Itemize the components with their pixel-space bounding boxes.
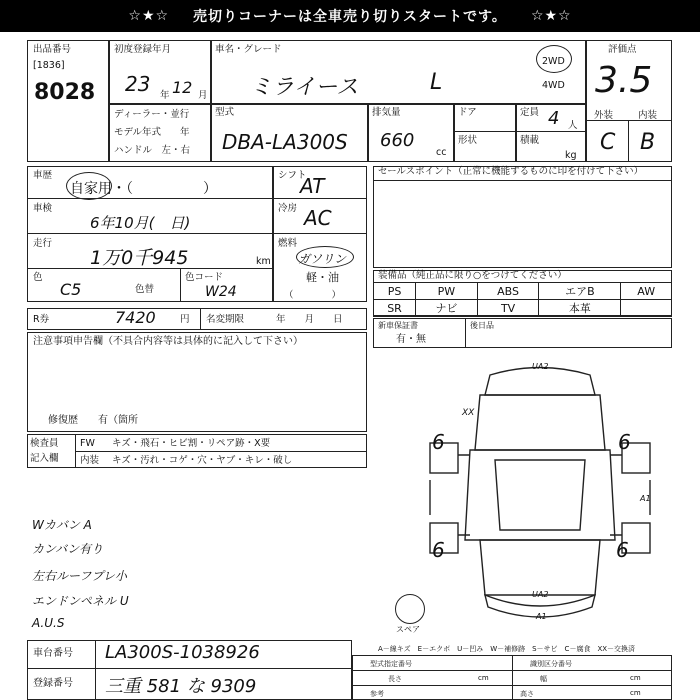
- capacity-label: 定員: [520, 107, 540, 118]
- fuel-circle: [296, 246, 354, 268]
- cc-label: 排気量: [372, 107, 401, 118]
- color-code: W24: [205, 284, 237, 300]
- inspector-label1: 検査員: [30, 438, 59, 449]
- after-label: 後日品: [470, 321, 494, 330]
- remark-1: Wカバン A: [32, 518, 92, 532]
- equip-ps: PS: [374, 283, 416, 300]
- dealer-row2: モデル年式 年: [114, 127, 190, 138]
- remark-3: 左右ルーフプレ小: [32, 569, 127, 583]
- ac-value: AC: [304, 206, 332, 230]
- exterior-score: C: [600, 130, 616, 155]
- load-unit: kg: [565, 150, 577, 161]
- width-label: 幅: [540, 675, 547, 683]
- equip-sr: SR: [374, 300, 416, 317]
- recycle-label: R券: [33, 314, 50, 325]
- sales-label: セールスポイント（正常に機能するものに印を付けて下さい）: [378, 166, 644, 177]
- equip-tv: TV: [477, 300, 538, 317]
- recycle-value: 7420: [115, 308, 156, 327]
- stars-right: ☆★☆: [530, 8, 572, 24]
- color-label: 色: [33, 272, 43, 283]
- exterior-label: 外装: [594, 110, 614, 121]
- equip-label: 装備品（純正品に限り○をつけてください）: [378, 270, 567, 281]
- reg-label: 初度登録年月: [114, 44, 172, 55]
- spare-label: スペア: [396, 625, 420, 634]
- interior-label: 内装: [638, 110, 658, 121]
- fuel-light: 軽・油: [306, 271, 339, 284]
- damage-mark-fl: 6: [432, 430, 445, 454]
- spare-tire-icon: [395, 594, 425, 624]
- damage-mark-a1-rear: A1: [536, 612, 547, 621]
- interior-row-label: 内装: [80, 455, 100, 466]
- dealer-row1: ディーラー・並行: [114, 109, 190, 120]
- load-label: 積載: [520, 135, 540, 146]
- length-label: 長さ: [388, 675, 402, 683]
- name-label: 車名・グレード: [215, 44, 282, 55]
- capacity-value: 4: [548, 108, 560, 129]
- door-label: ドア: [458, 107, 477, 118]
- chassis-value: LA300S-1038926: [105, 642, 260, 663]
- damage-mark-xx: XX: [462, 408, 475, 418]
- warranty-value: 有・無: [396, 334, 426, 345]
- damage-mark-fr: 6: [618, 430, 631, 454]
- damage-mark-ua2-rear: UA2: [532, 590, 549, 599]
- history-label: 車歴: [33, 170, 53, 181]
- score-label: 評価点: [608, 44, 637, 55]
- ac-label: 冷房: [278, 203, 298, 214]
- equip-navi: ナビ: [416, 300, 478, 317]
- color-code-label: 色コード: [185, 272, 224, 283]
- score-value: 3.5: [595, 60, 653, 101]
- shift-label: シフト: [278, 170, 307, 181]
- fuel-label: 燃料: [278, 238, 298, 249]
- damage-mark-rr: 6: [616, 538, 629, 562]
- fw-label: FW: [80, 438, 95, 449]
- lot-number: 8028: [34, 80, 96, 105]
- remark-4: エンドンペネル U: [32, 594, 129, 608]
- cc-unit: cc: [436, 147, 447, 158]
- equip-aw: AW: [621, 283, 672, 300]
- banner-text: 売切りコーナーは全車売り切りスタートです。: [193, 9, 507, 25]
- fw-text: キズ・飛石・ヒビ割・リペア跡・X要: [112, 438, 271, 449]
- plate-value: 三重 581 な 9309: [105, 676, 257, 697]
- rename-label: 名変期限: [206, 314, 245, 325]
- mileage-unit: km: [256, 256, 271, 267]
- height-unit: cm: [630, 689, 641, 697]
- equip-empty: [621, 300, 672, 317]
- height-label: 高さ: [520, 690, 534, 698]
- shift-value: AT: [300, 174, 325, 198]
- ref-label-1: 参考: [370, 690, 384, 698]
- equip-abs: ABS: [477, 283, 538, 300]
- inspector-label2: 記入欄: [30, 453, 59, 464]
- damage-mark-rl: 6: [432, 538, 445, 562]
- length-unit: cm: [478, 674, 489, 682]
- inspection-value: 6年10月( 日): [90, 214, 191, 232]
- interior-score: B: [640, 130, 656, 155]
- capacity-unit: 人: [568, 120, 578, 131]
- recycle-unit: 円: [180, 314, 190, 325]
- repair-history: 修復歴 有（箇所: [48, 415, 138, 426]
- inspection-label: 車検: [33, 203, 53, 214]
- remark-5: A.U.S: [32, 616, 65, 630]
- sales-point-block: [373, 166, 672, 268]
- drive-4wd: 4WD: [542, 80, 565, 91]
- color-value: C5: [60, 280, 82, 299]
- fuel-paren: （ ）: [284, 290, 342, 301]
- mileage-value: 1万0千945: [90, 247, 189, 269]
- equip-pw: PW: [416, 283, 478, 300]
- dealer-row3: ハンドル 左・右: [114, 145, 191, 156]
- interior-row-text: キズ・汚れ・コゲ・穴・ヤブ・キレ・破し: [112, 455, 293, 466]
- remark-2: カンバン有り: [32, 542, 104, 556]
- repaint-label: 色替: [135, 284, 155, 295]
- plate-label: 登録番号: [33, 678, 73, 689]
- top-header-block: [27, 40, 672, 162]
- mileage-label: 走行: [33, 238, 53, 249]
- model-label: 型式: [215, 107, 235, 118]
- equip-airbag: エアB: [539, 283, 621, 300]
- reg-nen: 年: [160, 90, 170, 101]
- notes-label: 注意事項申告欄（不具合内容等は具体的に記入して下さい）: [33, 336, 303, 347]
- model-code-label: 型式指定番号: [370, 660, 412, 668]
- warranty-label: 新車保証書: [378, 321, 418, 330]
- cc-value: 660: [380, 130, 415, 151]
- drive-2wd: 2WD: [542, 56, 565, 67]
- reg-month: 12: [172, 78, 193, 97]
- history-value: 自家用・（ ）: [70, 181, 217, 197]
- lot-label: 出品番号: [33, 44, 72, 55]
- width-unit: cm: [630, 674, 641, 682]
- fuel-gas: ガソリン: [298, 252, 347, 266]
- reg-tsuki: 月: [198, 90, 208, 101]
- drive-circle: [536, 45, 572, 73]
- damage-mark-ua2-front: UA2: [532, 362, 549, 371]
- equip-leather: 本革: [539, 300, 621, 317]
- chassis-label: 車台番号: [33, 648, 73, 659]
- rename-value: 年 月 日: [276, 314, 343, 325]
- class-code-label: 識別区分番号: [530, 660, 572, 668]
- history-circle: [66, 172, 112, 200]
- damage-mark-a1-side: A1: [640, 494, 651, 503]
- header-banner: [0, 0, 700, 32]
- damage-legend: A－線キズ E－エクボ U－凹み W－補修跡 S－サビ C－腐食 XX－交換済: [378, 645, 636, 653]
- car-name: ミライース: [250, 75, 359, 100]
- shape-label: 形状: [458, 135, 478, 146]
- equipment-grid: [373, 282, 672, 317]
- model-value: DBA-LA300S: [222, 130, 348, 154]
- car-grade: L: [430, 70, 443, 95]
- reg-year: 23: [125, 72, 151, 96]
- stars-left: ☆★☆: [128, 8, 170, 24]
- lot-sub: [1836]: [33, 60, 65, 71]
